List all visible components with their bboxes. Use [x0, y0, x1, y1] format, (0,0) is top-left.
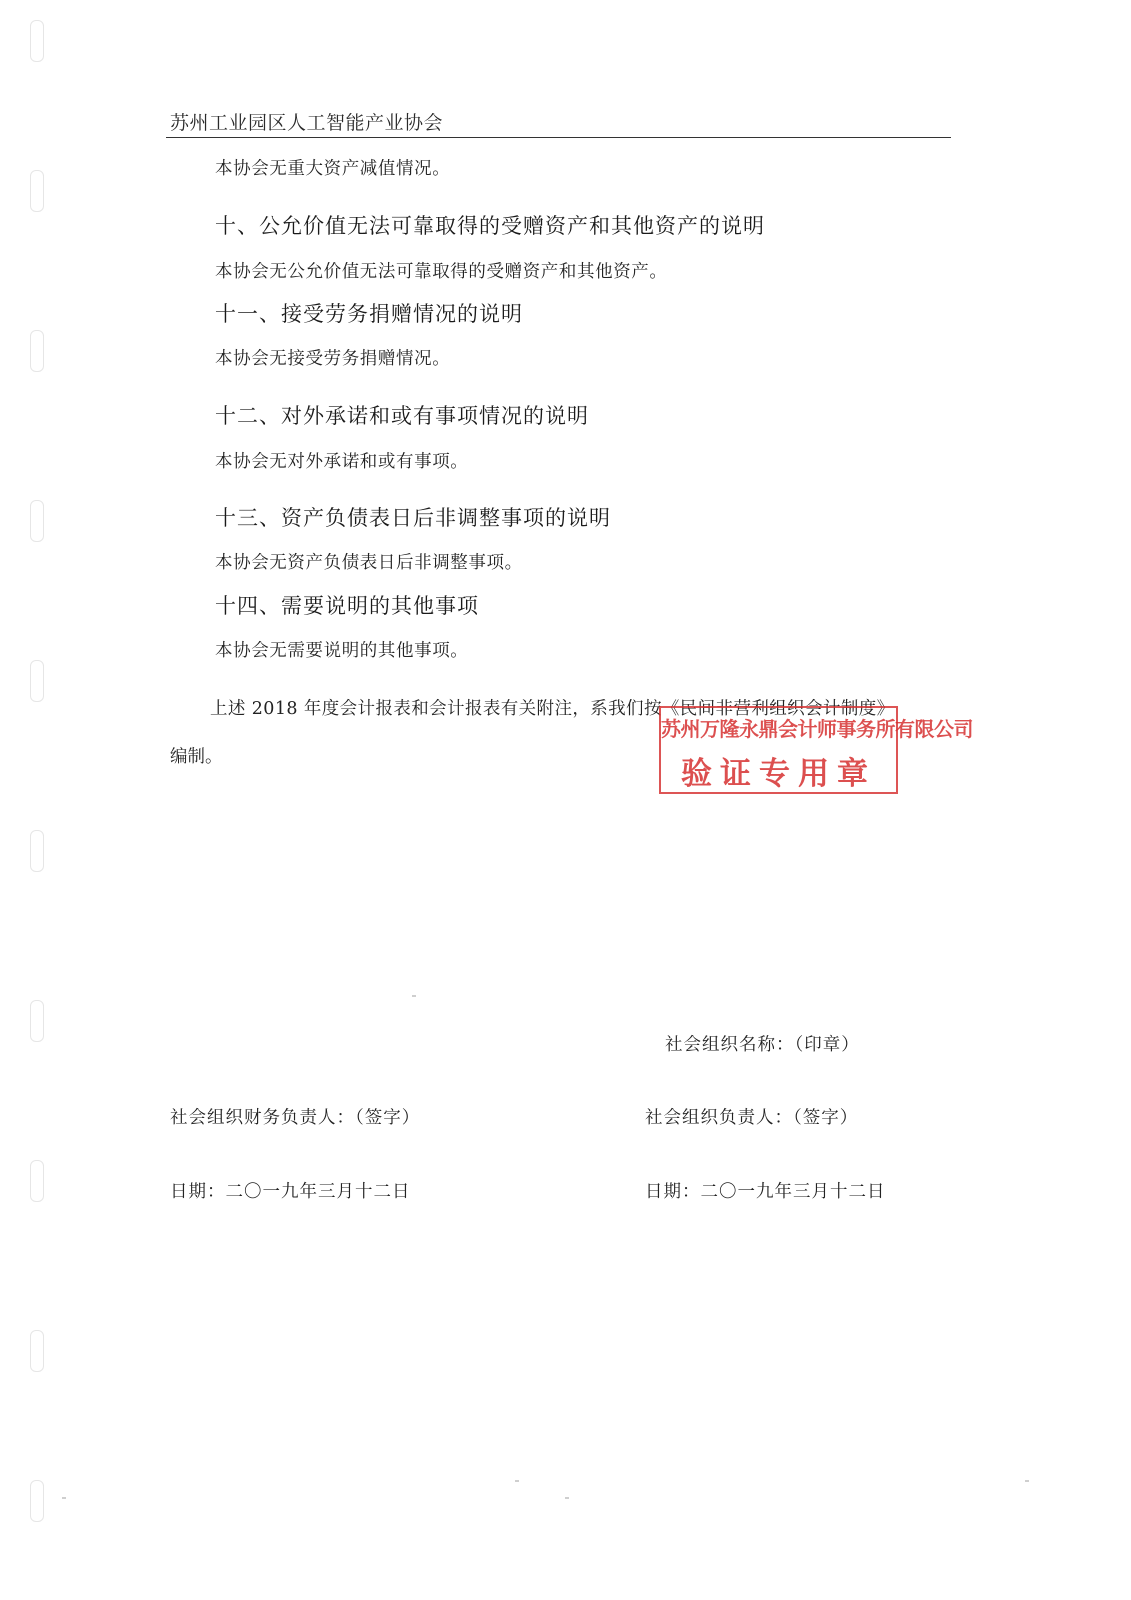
binding-hole-mark — [30, 1000, 44, 1042]
binding-hole-mark — [30, 330, 44, 372]
header-divider — [166, 137, 951, 138]
org-head-signature-label: 社会组织负责人：（签字） — [645, 1108, 859, 1128]
binding-hole-mark — [30, 500, 44, 542]
scan-speck — [515, 1480, 519, 1482]
binding-hole-mark — [30, 830, 44, 872]
scan-speck — [565, 1497, 569, 1499]
document-header: 苏州工业园区人工智能产业协会 — [170, 112, 444, 134]
date-left: 日期：二〇一九年三月十二日 — [170, 1182, 411, 1202]
org-seal-label: 社会组织名称：（印章） — [665, 1035, 860, 1055]
binding-hole-mark — [30, 1480, 44, 1522]
binding-hole-mark — [30, 170, 44, 212]
section-9-text: 本协会无重大资产减值情况。 — [215, 159, 451, 179]
section-12-text: 本协会无对外承诺和或有事项。 — [215, 452, 469, 472]
binding-hole-mark — [30, 20, 44, 62]
scan-speck — [62, 1497, 66, 1499]
binding-hole-mark — [30, 1330, 44, 1372]
section-11-heading: 十一、接受劳务捐赠情况的说明 — [215, 302, 523, 326]
scan-speck — [412, 995, 416, 997]
binding-hole-mark — [30, 660, 44, 702]
section-13-heading: 十三、资产负债表日后非调整事项的说明 — [215, 506, 611, 530]
section-14-heading: 十四、需要说明的其他事项 — [215, 594, 479, 618]
closing-statement: 上述 2018 年度会计报表和会计报表有关附注，系我们按《民间非营利组织会计制度》 — [210, 699, 895, 719]
stamp-firm-name: 苏州万隆永鼎会计师事务所有限公司 — [661, 717, 973, 741]
date-right: 日期：二〇一九年三月十二日 — [645, 1182, 886, 1202]
section-13-text: 本协会无资产负债表日后非调整事项。 — [215, 553, 523, 573]
binding-hole-mark — [30, 1160, 44, 1202]
section-10-heading: 十、公允价值无法可靠取得的受赠资产和其他资产的说明 — [215, 214, 765, 238]
section-14-text: 本协会无需要说明的其他事项。 — [215, 641, 469, 661]
stamp-purpose: 验证专用章 — [681, 756, 876, 792]
finance-head-signature-label: 社会组织财务负责人：（签字） — [170, 1108, 421, 1128]
scan-speck — [1025, 1480, 1029, 1482]
section-12-heading: 十二、对外承诺和或有事项情况的说明 — [215, 404, 589, 428]
verification-stamp — [659, 706, 973, 794]
section-11-text: 本协会无接受劳务捐赠情况。 — [215, 349, 451, 369]
closing-statement-continued: 编制。 — [170, 747, 223, 767]
section-10-text: 本协会无公允价值无法可靠取得的受赠资产和其他资产。 — [215, 262, 668, 282]
